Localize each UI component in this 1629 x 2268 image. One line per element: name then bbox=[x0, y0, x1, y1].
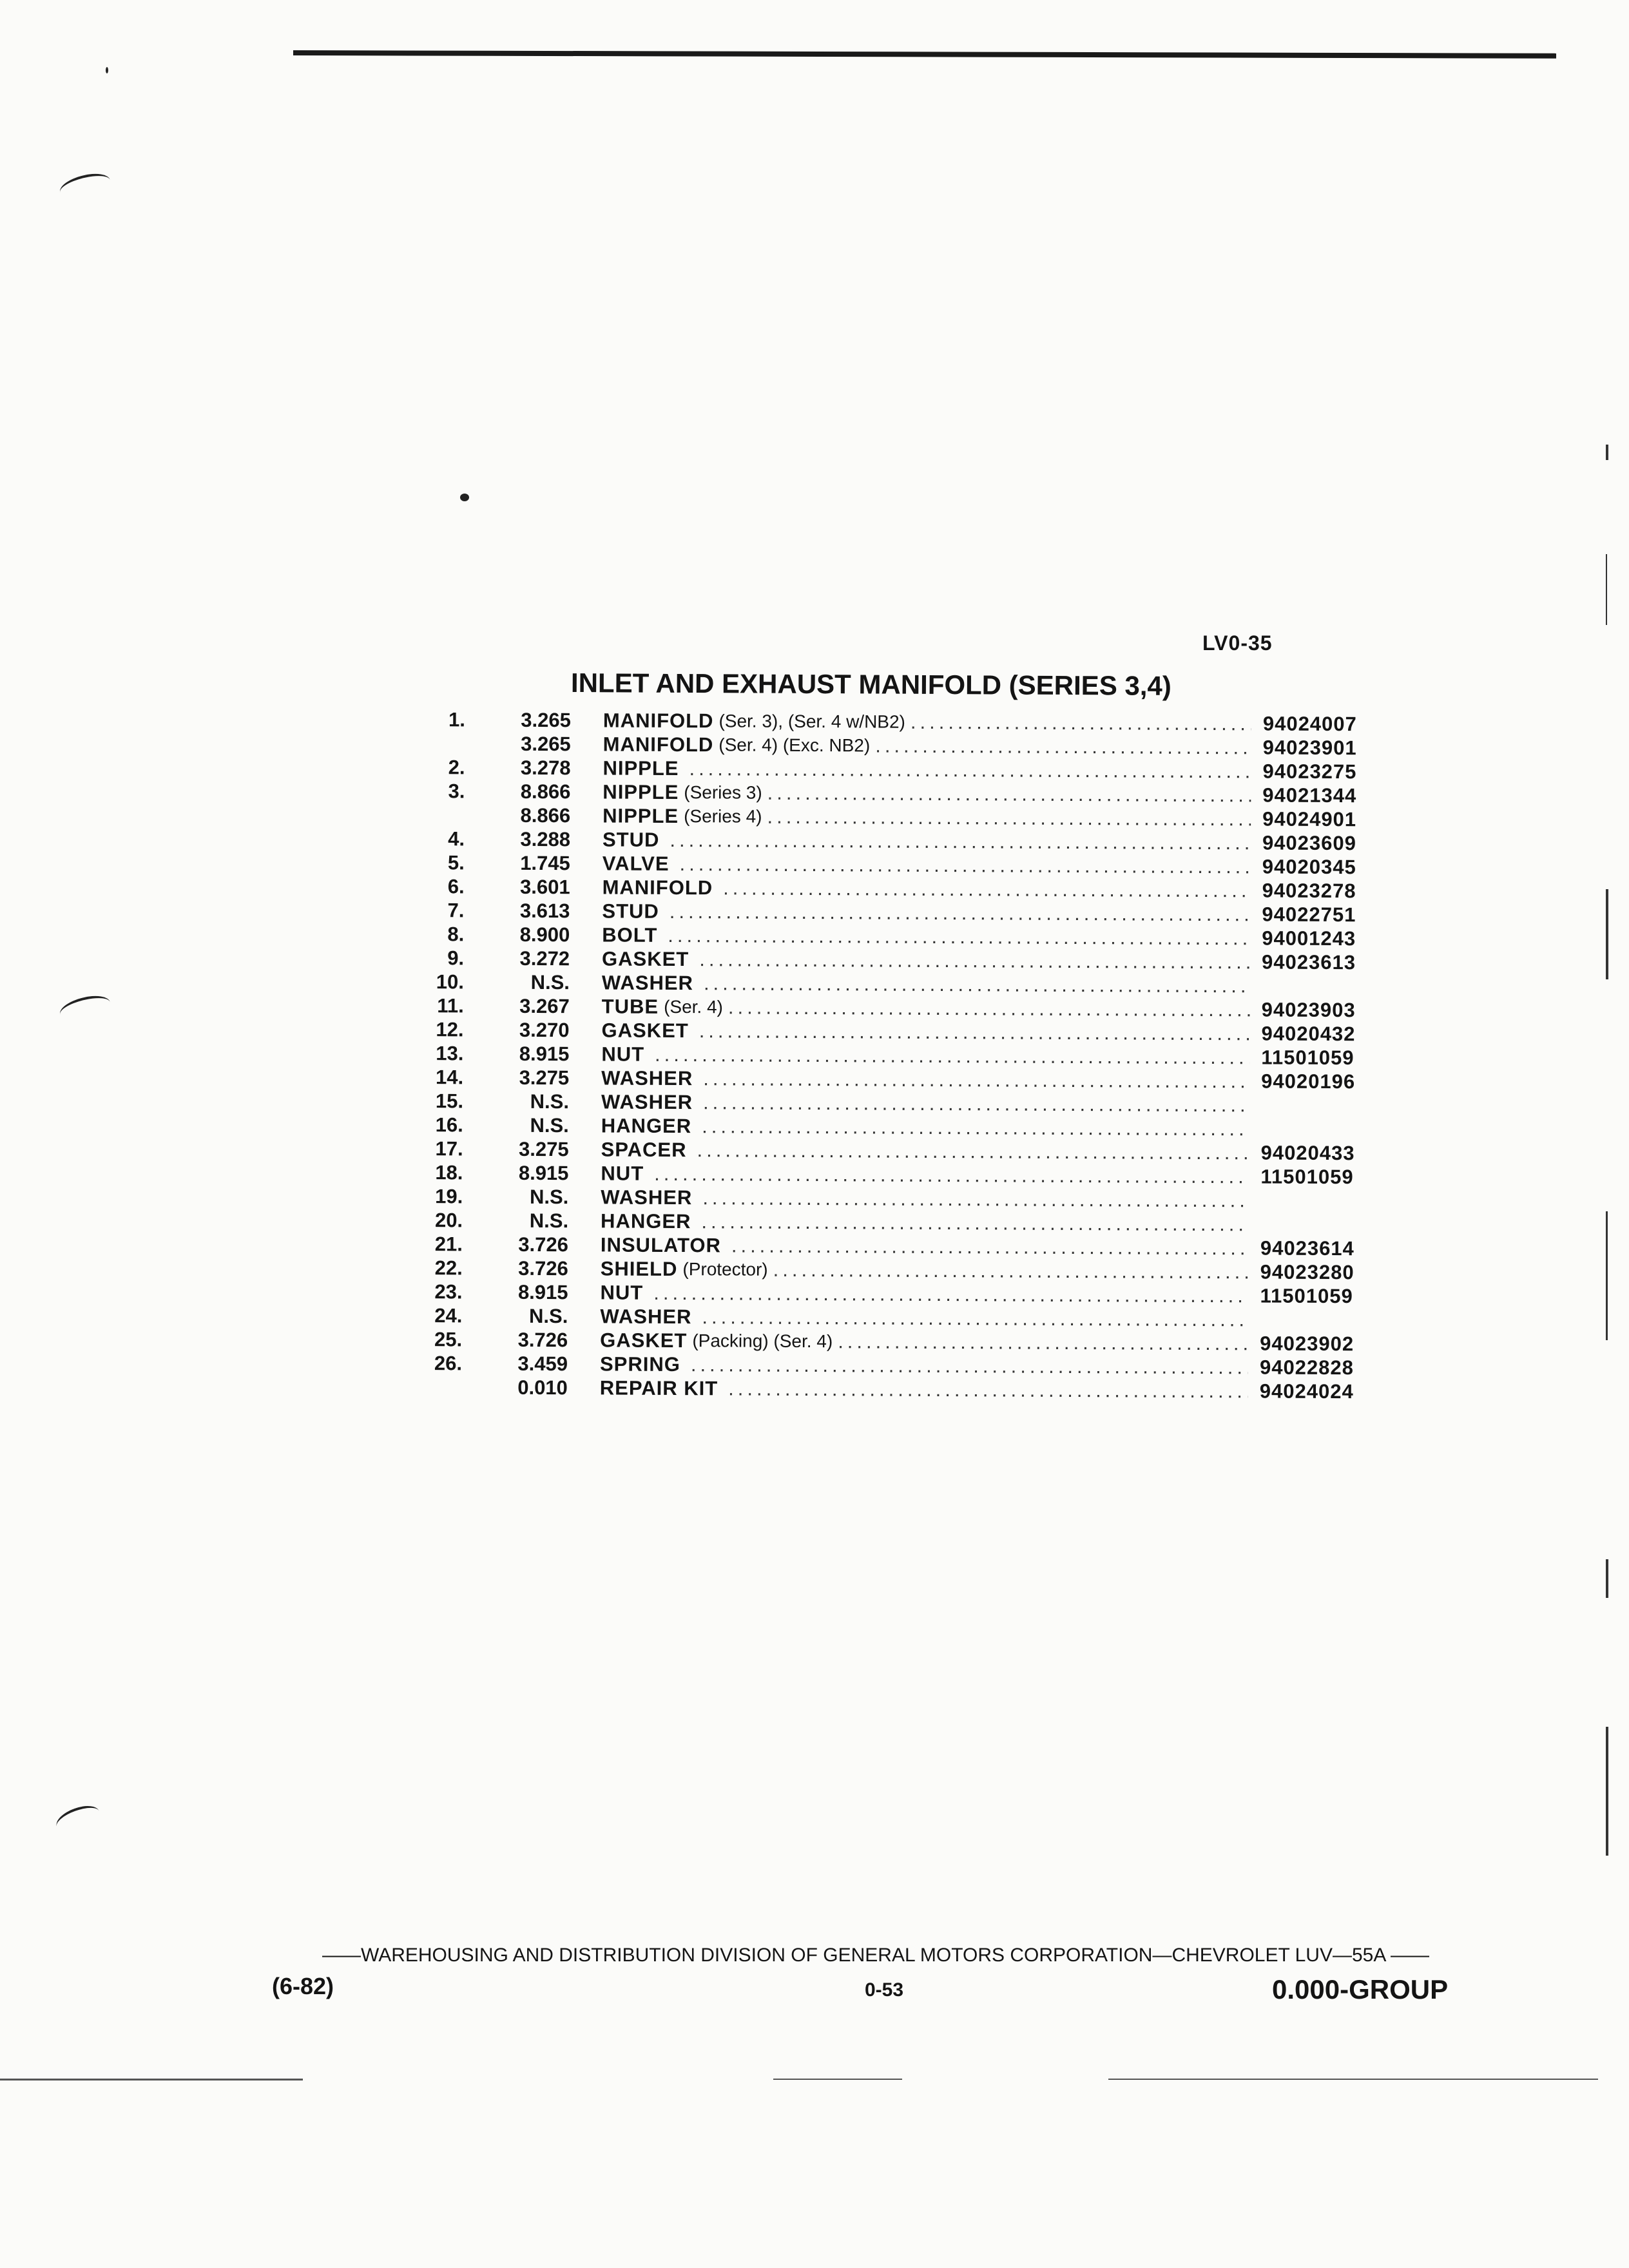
part-number: 11501059 bbox=[1260, 1165, 1354, 1189]
part-number: 94021344 bbox=[1262, 783, 1357, 807]
footer-publisher-line: ——WAREHOUSING AND DISTRIBUTION DIVISION OF GENERAL MOTORS CORPORATION—CHEVROLET LUV—55A —— bbox=[322, 1945, 1430, 1966]
part-name: NIPPLE bbox=[602, 756, 679, 780]
part-name: STUD bbox=[602, 828, 660, 851]
item-number: 12. bbox=[436, 1018, 464, 1041]
part-description bbox=[600, 1376, 1248, 1403]
part-note: (Series 4) bbox=[684, 806, 762, 827]
part-name: GASKET bbox=[601, 1019, 689, 1043]
part-number: 94023275 bbox=[1262, 760, 1357, 783]
part-description bbox=[603, 732, 1251, 759]
part-name: SPRING bbox=[599, 1352, 680, 1376]
item-number: 7. bbox=[447, 899, 465, 922]
part-description bbox=[601, 1042, 1249, 1069]
part-name: GASKET bbox=[602, 947, 689, 971]
group-number: 8.900 bbox=[519, 923, 570, 947]
part-description bbox=[602, 875, 1251, 902]
group-number: 8.866 bbox=[520, 803, 571, 827]
item-number: 18. bbox=[435, 1161, 463, 1184]
top-rule bbox=[293, 50, 1556, 59]
part-number: 94023280 bbox=[1260, 1260, 1354, 1284]
part-number: 94020433 bbox=[1260, 1141, 1355, 1165]
part-description bbox=[602, 994, 1250, 1021]
item-number: 8. bbox=[447, 923, 465, 946]
item-number: 20. bbox=[434, 1209, 463, 1232]
part-note: (Ser. 3), (Ser. 4 w/NB2) bbox=[718, 711, 905, 732]
dot-leader bbox=[728, 995, 1250, 1021]
part-name: HANGER bbox=[601, 1114, 692, 1138]
part-description bbox=[602, 827, 1251, 854]
group-number: 3.726 bbox=[518, 1233, 569, 1256]
part-description bbox=[601, 1090, 1249, 1117]
part-number: 94023278 bbox=[1262, 879, 1356, 903]
item-number: 24. bbox=[434, 1304, 463, 1327]
part-name: INSULATOR bbox=[600, 1233, 721, 1257]
part-description bbox=[600, 1304, 1248, 1331]
margin-mark bbox=[57, 169, 113, 203]
group-number: 3.726 bbox=[517, 1328, 568, 1352]
group-number: 3.613 bbox=[519, 899, 570, 923]
part-description bbox=[601, 1185, 1249, 1212]
part-number: 94023609 bbox=[1262, 831, 1357, 855]
dot-leader bbox=[702, 1305, 1248, 1331]
margin-mark bbox=[53, 1801, 102, 1837]
part-number: 94022828 bbox=[1259, 1356, 1354, 1379]
group-number: 3.278 bbox=[520, 756, 571, 780]
item-number: 19. bbox=[435, 1185, 463, 1208]
group-number: 8.866 bbox=[520, 780, 571, 803]
part-name: NIPPLE bbox=[602, 780, 679, 804]
part-note: (Ser. 4) bbox=[664, 996, 724, 1017]
part-name: WASHER bbox=[600, 1305, 692, 1329]
group-number: 3.459 bbox=[517, 1352, 568, 1376]
part-name: VALVE bbox=[602, 852, 670, 875]
speck bbox=[460, 494, 469, 501]
group-number: N.S. bbox=[529, 1185, 569, 1209]
dot-leader bbox=[653, 1281, 1248, 1308]
part-number: 94022751 bbox=[1262, 903, 1356, 927]
item-number: 13. bbox=[436, 1042, 464, 1065]
part-description bbox=[601, 1137, 1249, 1164]
part-description bbox=[601, 1161, 1249, 1188]
item-number: 11. bbox=[437, 994, 464, 1017]
part-name: MANIFOLD bbox=[602, 733, 714, 756]
part-name: REPAIR KIT bbox=[599, 1376, 718, 1400]
part-description bbox=[600, 1328, 1248, 1355]
dot-leader bbox=[702, 1114, 1249, 1140]
footer-date: (6-82) bbox=[272, 1973, 334, 1999]
part-number: 94024007 bbox=[1262, 712, 1357, 736]
edge-mark bbox=[1606, 445, 1608, 460]
dot-leader bbox=[773, 1258, 1249, 1284]
dot-leader bbox=[911, 710, 1251, 736]
dot-leader bbox=[731, 1233, 1249, 1260]
part-name: MANIFOLD bbox=[602, 709, 714, 733]
edge-mark bbox=[1606, 554, 1607, 625]
group-number: 3.601 bbox=[519, 875, 570, 899]
part-note: (Protector) bbox=[682, 1259, 768, 1280]
part-description bbox=[602, 923, 1250, 950]
part-description bbox=[602, 947, 1250, 974]
item-number: 3. bbox=[448, 780, 465, 803]
part-number: 94023901 bbox=[1262, 736, 1357, 760]
dot-leader bbox=[703, 1066, 1249, 1093]
group-number: 3.265 bbox=[521, 708, 571, 732]
part-description bbox=[601, 1066, 1249, 1093]
part-name: NIPPLE bbox=[602, 804, 679, 828]
part-number: 94020432 bbox=[1261, 1022, 1356, 1046]
part-name: GASKET bbox=[600, 1329, 688, 1352]
dot-leader bbox=[723, 876, 1251, 902]
part-name: BOLT bbox=[602, 923, 658, 947]
edge-mark bbox=[1606, 1211, 1608, 1340]
group-number: 3.265 bbox=[521, 732, 571, 756]
dot-leader bbox=[679, 852, 1250, 878]
dot-leader bbox=[654, 1162, 1249, 1189]
part-number: 94020345 bbox=[1262, 855, 1356, 879]
part-name: WASHER bbox=[601, 1066, 693, 1090]
item-number: 21. bbox=[434, 1233, 463, 1256]
item-number: 16. bbox=[435, 1113, 463, 1137]
parts-row bbox=[409, 1375, 1389, 1403]
dot-leader bbox=[689, 756, 1251, 783]
dot-leader bbox=[704, 971, 1250, 997]
edge-mark bbox=[1606, 1727, 1608, 1856]
item-number: 2. bbox=[448, 756, 465, 779]
item-number: 1. bbox=[448, 708, 465, 731]
group-number: N.S. bbox=[530, 1113, 569, 1137]
part-number: 94024901 bbox=[1262, 807, 1357, 831]
group-number: 3.275 bbox=[519, 1066, 570, 1090]
part-name: TUBE bbox=[601, 995, 659, 1018]
part-number: 94024024 bbox=[1259, 1379, 1354, 1403]
item-number: 15. bbox=[435, 1090, 464, 1113]
part-number: 94023613 bbox=[1262, 950, 1356, 974]
part-number: 94020196 bbox=[1261, 1070, 1356, 1093]
group-number: 0.010 bbox=[517, 1376, 568, 1399]
part-name: STUD bbox=[602, 899, 659, 923]
item-number: 4. bbox=[448, 827, 465, 850]
item-number: 23. bbox=[434, 1280, 463, 1303]
item-number: 9. bbox=[447, 947, 465, 970]
part-name: SPACER bbox=[601, 1138, 687, 1162]
item-number: 22. bbox=[434, 1256, 463, 1280]
bottom-rule bbox=[1108, 2079, 1598, 2080]
part-description bbox=[601, 1233, 1249, 1260]
part-description bbox=[601, 1209, 1249, 1236]
part-description bbox=[600, 1280, 1248, 1307]
part-note: (Ser. 4) (Exc. NB2) bbox=[718, 735, 871, 756]
dot-leader bbox=[668, 923, 1250, 950]
part-note: (Packing) (Ser. 4) bbox=[692, 1331, 833, 1352]
dot-leader bbox=[670, 828, 1251, 854]
part-description bbox=[603, 708, 1251, 735]
dot-leader bbox=[838, 1329, 1248, 1355]
speck bbox=[106, 67, 108, 73]
part-note: (Series 3) bbox=[684, 782, 762, 803]
item-number: 14. bbox=[436, 1066, 464, 1089]
page-title: INLET AND EXHAUST MANIFOLD (SERIES 3,4) bbox=[570, 668, 1171, 701]
part-name: WASHER bbox=[601, 1186, 693, 1209]
edge-mark bbox=[1606, 889, 1608, 979]
part-description bbox=[602, 803, 1251, 831]
part-name: MANIFOLD bbox=[602, 876, 713, 899]
dot-leader bbox=[655, 1043, 1249, 1070]
part-number: 11501059 bbox=[1260, 1284, 1353, 1308]
document-code: LV0-35 bbox=[1202, 631, 1273, 655]
part-name: HANGER bbox=[601, 1209, 691, 1233]
item-number: 5. bbox=[447, 851, 465, 874]
item-number: 26. bbox=[434, 1352, 463, 1375]
group-number: 1.745 bbox=[520, 851, 570, 875]
dot-leader bbox=[703, 1090, 1249, 1117]
group-number: 3.267 bbox=[519, 994, 570, 1018]
part-description bbox=[602, 970, 1250, 997]
part-description bbox=[600, 1352, 1248, 1379]
bottom-rule bbox=[0, 2079, 303, 2081]
group-number: N.S. bbox=[530, 1090, 570, 1113]
part-description bbox=[602, 851, 1251, 878]
part-name: WASHER bbox=[601, 971, 694, 995]
group-label: 0.000-GROUP bbox=[1272, 1974, 1449, 2004]
part-description bbox=[601, 1113, 1249, 1140]
part-description bbox=[602, 756, 1251, 783]
edge-mark bbox=[1606, 1559, 1608, 1598]
part-name: NUT bbox=[601, 1162, 644, 1185]
dot-leader bbox=[728, 1376, 1248, 1403]
part-description bbox=[602, 780, 1251, 807]
part-number: 94023902 bbox=[1260, 1332, 1354, 1356]
group-number: 8.915 bbox=[517, 1280, 568, 1304]
dot-leader bbox=[697, 1138, 1249, 1164]
dot-leader bbox=[699, 947, 1250, 974]
parts-list bbox=[409, 707, 1392, 1403]
dot-leader bbox=[670, 899, 1251, 926]
page-number: 0-53 bbox=[865, 1979, 904, 2001]
group-number: N.S. bbox=[529, 1304, 568, 1328]
part-name: NUT bbox=[600, 1281, 644, 1304]
part-name: WASHER bbox=[601, 1090, 693, 1114]
item-number: 6. bbox=[447, 875, 465, 898]
group-number: 3.726 bbox=[518, 1256, 568, 1280]
dot-leader bbox=[875, 734, 1251, 760]
dot-leader bbox=[699, 1019, 1250, 1045]
dot-leader bbox=[767, 805, 1251, 831]
group-number: 3.275 bbox=[518, 1137, 569, 1161]
dot-leader bbox=[767, 781, 1251, 807]
part-name: SHIELD bbox=[600, 1257, 678, 1281]
part-name: NUT bbox=[601, 1043, 645, 1066]
part-number: 94001243 bbox=[1262, 927, 1356, 950]
group-number: 8.915 bbox=[518, 1161, 569, 1185]
bottom-rule bbox=[773, 2079, 902, 2080]
item-number: 10. bbox=[436, 970, 465, 994]
group-number: 3.272 bbox=[519, 947, 570, 970]
group-number: 8.915 bbox=[519, 1042, 570, 1066]
group-number: 3.288 bbox=[520, 827, 571, 851]
group-number: 3.270 bbox=[519, 1018, 570, 1042]
part-description bbox=[602, 899, 1250, 926]
margin-mark bbox=[57, 992, 113, 1025]
part-number: 94023614 bbox=[1260, 1236, 1354, 1260]
dot-leader bbox=[701, 1209, 1249, 1236]
dot-leader bbox=[702, 1186, 1249, 1212]
item-number: 25. bbox=[434, 1328, 463, 1351]
dot-leader bbox=[691, 1352, 1248, 1379]
part-description bbox=[601, 1256, 1249, 1283]
item-number: 17. bbox=[435, 1137, 463, 1160]
part-number: 11501059 bbox=[1261, 1046, 1354, 1070]
part-number: 94023903 bbox=[1261, 998, 1356, 1022]
part-description bbox=[601, 1018, 1249, 1045]
group-number: N.S. bbox=[530, 970, 570, 994]
group-number: N.S. bbox=[529, 1209, 569, 1233]
